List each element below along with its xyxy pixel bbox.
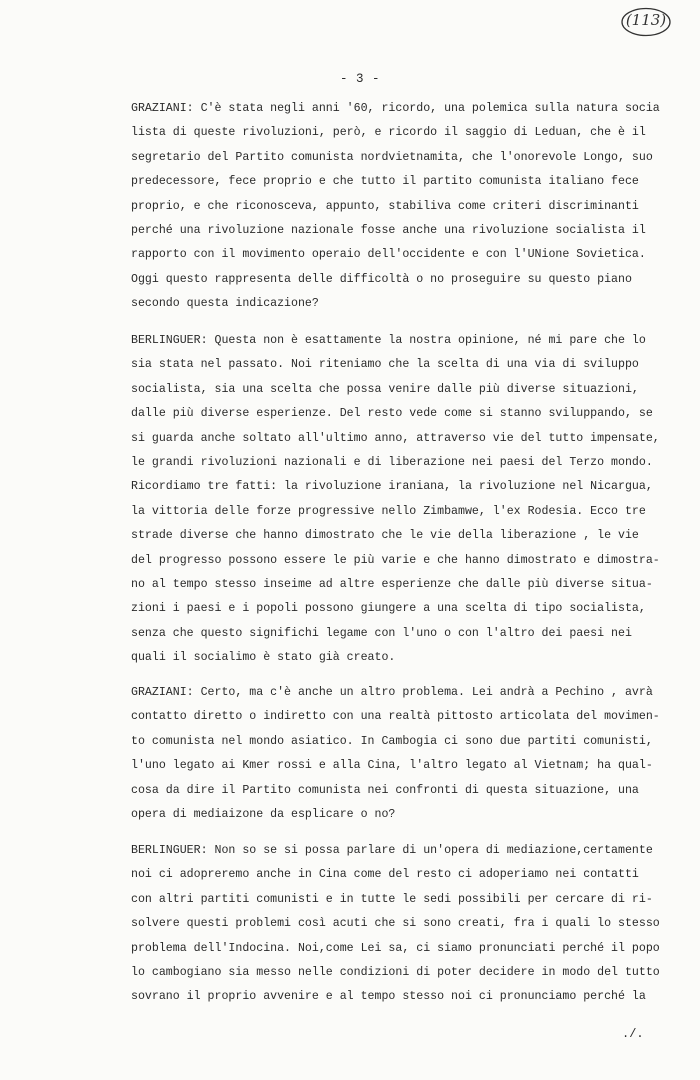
text-line: quali il socialimo è stato già creato. (131, 651, 396, 665)
text-line: segretario del Partito comunista nordvietnamita, che l'onorevole Longo, suo (131, 150, 653, 164)
text-line: strade diverse che hanno dimostrato che le vie della liberazione , le vie (131, 529, 639, 543)
text-line: perché una rivoluzione nazionale fosse anche una rivoluzione socialista il (131, 223, 646, 237)
text-line: rapporto con il movimento operaio dell'occidente e con l'UNione Sovietica. (131, 248, 646, 262)
text-line: Ricordiamo tre fatti: la rivoluzione iraniana, la rivoluzione nel Nicargua, (131, 480, 653, 494)
text-line: sia stata nel passato. Noi riteniamo che la scelta di una via di sviluppo (131, 358, 639, 372)
text-line: zioni i paesi e i popoli possono giungere a una scelta di tipo socialista, (131, 602, 646, 616)
text-line: GRAZIANI: C'è stata negli anni '60, ricordo, una polemica sulla natura socia (131, 102, 660, 115)
text-line: dalle più diverse esperienze. Del resto vede come si stanno sviluppando, se (131, 407, 653, 421)
paragraph-graziani-1 (131, 97, 660, 317)
text-line: no al tempo stesso inseime ad altre esperienze che dalle più diverse situa- (131, 577, 653, 591)
text-line: solvere questi problemi così acuti che si sono creati, fra i quali lo stesso (131, 917, 660, 931)
continuation-mark: ./. (622, 1027, 644, 1041)
paragraph-berlinguer-1 (131, 329, 660, 670)
text-line: la vittoria delle forze progressive nello Zimbamwe, l'ex Rodesia. Ecco tre (131, 504, 646, 518)
text-line: le grandi rivoluzioni nazionali e di liberazione nei paesi del Terzo mondo. (131, 455, 653, 469)
text-line: proprio, e che riconosceva, appunto, stabiliva come criteri discriminanti (131, 199, 639, 213)
text-line: opera di mediaizone da esplicare o no? (131, 807, 396, 821)
text-line: cosa da dire il Partito comunista nei confronti di questa situazione, una (131, 783, 639, 797)
text-line: predecessore, fece proprio e che tutto il partito comunista italiano fece (131, 175, 639, 189)
text-line: sovrano il proprio avvenire e al tempo stesso noi ci pronunciamo perché la (131, 990, 646, 1004)
text-line: secondo questa indicazione? (131, 297, 319, 311)
text-line: si guarda anche soltato all'ultimo anno, attraverso vie del tutto impensate, (131, 431, 660, 445)
paragraph-graziani-2 (131, 681, 660, 827)
stamp-number: (113) (625, 11, 667, 29)
archive-stamp (620, 6, 672, 38)
text-line: problema dell'Indocina. Noi,come Lei sa, ci siamo pronunciati perché il popo (131, 941, 660, 955)
text-line: senza che questo significhi legame con l'uno o con l'altro dei paesi nei (131, 626, 632, 640)
text-line: l'uno legato ai Kmer rossi e alla Cina, l'altro legato al Vietnam; ha qual- (131, 759, 653, 773)
text-line: BERLINGUER: Questa non è esattamente la nostra opinione, né mi pare che lo (131, 334, 646, 347)
paragraph-berlinguer-2 (131, 839, 660, 1010)
text-line: GRAZIANI: Certo, ma c'è anche un altro problema. Lei andrà a Pechino , avrà (131, 686, 653, 699)
page-number: - 3 - (340, 72, 381, 86)
text-line: lo cambogiano sia messo nelle condizioni di poter decidere in modo del tutto (131, 965, 660, 979)
text-line: to comunista nel mondo asiatico. In Cambogia ci sono due partiti comunisti, (131, 734, 653, 748)
text-line: BERLINGUER: Non so se si possa parlare di un'opera di mediazione,certamente (131, 844, 653, 857)
text-line: del progresso possono essere le più varie e che hanno dimostrato e dimostra- (131, 553, 660, 567)
text-line: contatto diretto o indiretto con una realtà pittosto articolata del movimen- (131, 710, 660, 724)
text-line: socialista, sia una scelta che possa venire dalle più diverse situazioni, (131, 382, 639, 396)
text-line: noi ci adopreremo anche in Cina come del resto ci adoperiamo nei contatti (131, 868, 639, 882)
text-line: lista di queste rivoluzioni, però, e ricordo il saggio di Leduan, che è il (131, 126, 646, 140)
text-line: Oggi questo rappresenta delle difficoltà o no proseguire su questo piano (131, 272, 632, 286)
text-line: con altri partiti comunisti e in tutte le sedi possibili per cercare di ri- (131, 892, 653, 906)
